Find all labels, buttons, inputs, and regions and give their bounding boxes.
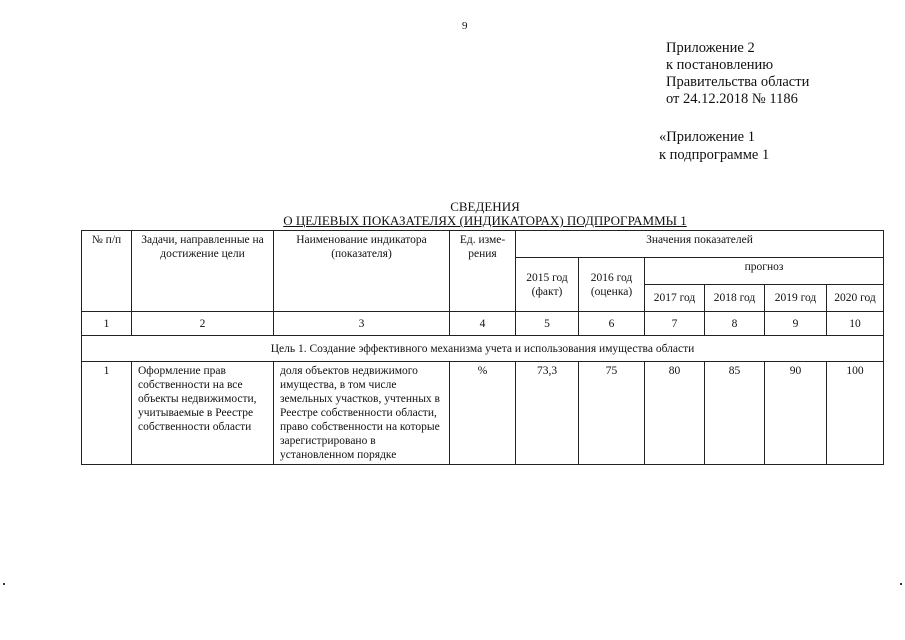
appendix-line: к постановлению <box>666 57 774 73</box>
appendix-line: Правительства области <box>666 74 810 90</box>
col-number: 8 <box>705 312 765 336</box>
row-value-2020: 100 <box>827 362 884 465</box>
row-value-2019: 90 <box>765 362 827 465</box>
col-number: 1 <box>82 312 132 336</box>
row-unit: % <box>450 362 516 465</box>
col-number: 2 <box>132 312 274 336</box>
scan-mark <box>900 583 902 585</box>
scan-mark <box>3 583 5 585</box>
header-2020: 2020 год <box>827 285 884 312</box>
goal-row: Цель 1. Создание эффективного механизма учета и использования имущества области <box>82 336 884 362</box>
row-task: Оформление прав собственности на все объекты недвижимости, учитываемые в Реестре собственности области <box>132 362 274 465</box>
row-indicator: доля объектов недвижимого имущества, в том числе земельных участков, учтенных в Реестре собственности области, право собственности на которые зарегистрировано в установленном порядке <box>274 362 450 465</box>
header-tasks: Задачи, направленные на достижение цели <box>132 231 274 312</box>
header-2018: 2018 год <box>705 285 765 312</box>
col-number: 9 <box>765 312 827 336</box>
indicators-table <box>81 230 884 465</box>
header-2015: 2015 год (факт) <box>516 258 579 312</box>
row-value-2017: 80 <box>645 362 705 465</box>
row-value-2015: 73,3 <box>516 362 579 465</box>
row-num: 1 <box>82 362 132 465</box>
header-num: № п/п <box>82 231 132 312</box>
header-unit: Ед. изме-рения <box>450 231 516 312</box>
col-number: 4 <box>450 312 516 336</box>
header-forecast: прогноз <box>645 258 884 285</box>
appendix-line: Приложение 2 <box>666 40 755 56</box>
col-number: 5 <box>516 312 579 336</box>
row-value-2018: 85 <box>705 362 765 465</box>
col-number: 7 <box>645 312 705 336</box>
col-number: 3 <box>274 312 450 336</box>
title-subtitle: О ЦЕЛЕВЫХ ПОКАЗАТЕЛЯХ (ИНДИКАТОРАХ) ПОДПРОГРАММЫ 1 <box>283 213 687 228</box>
appendix-block <box>666 40 809 108</box>
header-2017: 2017 год <box>645 285 705 312</box>
header-indicator: Наименование индикатора (показателя) <box>274 231 450 312</box>
header-values: Значения показателей <box>516 231 884 258</box>
col-number: 6 <box>579 312 645 336</box>
document-title <box>200 200 770 228</box>
header-2019: 2019 год <box>765 285 827 312</box>
row-value-2016: 75 <box>579 362 645 465</box>
header-2016: 2016 год (оценка) <box>579 258 645 312</box>
sub-appendix-line: «Приложение 1 <box>659 129 755 145</box>
table-row <box>82 362 884 465</box>
sub-appendix-block <box>659 128 769 164</box>
page-number: 9 <box>462 20 468 32</box>
title-line: СВЕДЕНИЯ <box>450 199 520 214</box>
sub-appendix-line: к подпрограмме 1 <box>659 147 770 163</box>
appendix-line: от 24.12.2018 № 1186 <box>666 91 798 107</box>
col-number: 10 <box>827 312 884 336</box>
